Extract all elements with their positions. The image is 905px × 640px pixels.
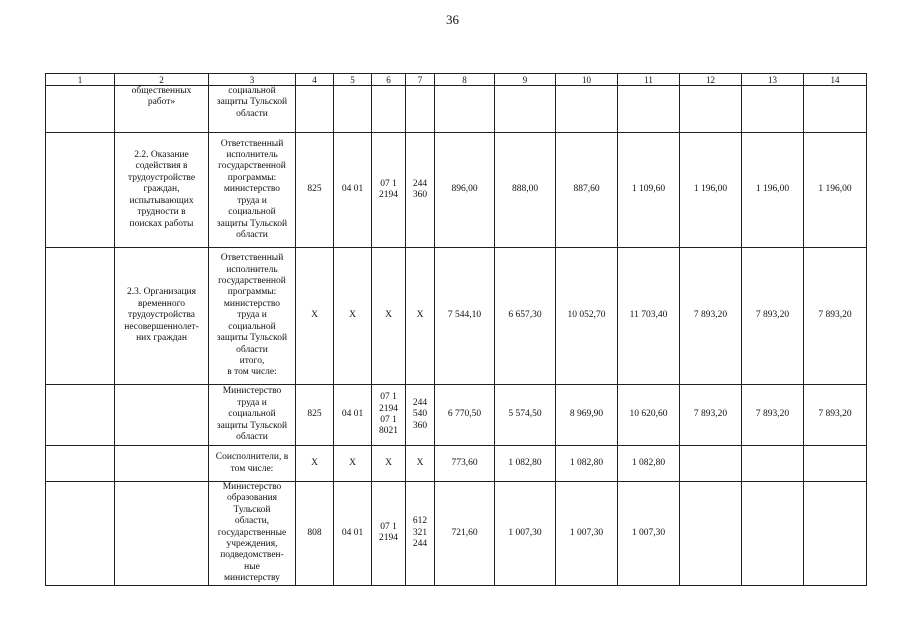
table-cell: X — [372, 248, 406, 385]
table-cell — [495, 86, 556, 133]
column-header: 1 — [46, 74, 115, 86]
column-header: 5 — [334, 74, 372, 86]
table-cell: 07 1 2194 — [372, 133, 406, 248]
table-cell: X — [296, 248, 334, 385]
table-cell: 6 770,50 — [435, 385, 495, 446]
table-cell — [334, 86, 372, 133]
table-cell: 1 109,60 — [618, 133, 680, 248]
table-cell: 612 321 244 — [406, 482, 435, 586]
table-cell: X — [406, 248, 435, 385]
table-cell: Ответственный исполнитель государственной программы: министерство труда и социальной защиты Тульской области — [209, 133, 296, 248]
table-row — [46, 86, 867, 133]
table-cell: 7 893,20 — [804, 385, 867, 446]
table-cell: 07 1 2194 07 1 8021 — [372, 385, 406, 446]
table-cell: 1 196,00 — [804, 133, 867, 248]
table-cell: 1 196,00 — [742, 133, 804, 248]
table-cell — [742, 86, 804, 133]
table-cell: 10 052,70 — [556, 248, 618, 385]
table-cell — [115, 446, 209, 482]
table-cell: 8 969,90 — [556, 385, 618, 446]
table-cell: 244 360 — [406, 133, 435, 248]
table-cell — [804, 86, 867, 133]
table-cell: X — [372, 446, 406, 482]
table-cell: Соисполнители, в том числе: — [209, 446, 296, 482]
table-cell — [46, 86, 115, 133]
table-cell: X — [296, 446, 334, 482]
column-header: 3 — [209, 74, 296, 86]
table-cell: 7 893,20 — [742, 248, 804, 385]
table-cell — [406, 86, 435, 133]
table-cell: Ответственный исполнитель государственной программы: министерство труда и социальной защиты Тульской области итого, в том числе: — [209, 248, 296, 385]
table-row — [46, 385, 867, 446]
table-cell: 1 082,80 — [495, 446, 556, 482]
table-cell — [46, 446, 115, 482]
table-row — [46, 446, 867, 482]
table-cell — [680, 86, 742, 133]
column-header: 9 — [495, 74, 556, 86]
table-cell: 5 574,50 — [495, 385, 556, 446]
table-cell: 04 01 — [334, 385, 372, 446]
table-cell: 04 01 — [334, 133, 372, 248]
table-row — [46, 482, 867, 586]
table-cell: 888,00 — [495, 133, 556, 248]
budget-table — [45, 73, 867, 586]
table-cell: 1 007,30 — [618, 482, 680, 586]
table-cell: 2.3. Организация временного трудоустройства несовершеннолет- них граждан — [115, 248, 209, 385]
table-cell: 887,60 — [556, 133, 618, 248]
table-cell: 04 01 — [334, 482, 372, 586]
table-cell: 11 703,40 — [618, 248, 680, 385]
table-cell: 1 007,30 — [556, 482, 618, 586]
table-cell: 1 082,80 — [556, 446, 618, 482]
table-cell: 1 082,80 — [618, 446, 680, 482]
table-cell — [742, 482, 804, 586]
table-cell — [296, 86, 334, 133]
column-header: 13 — [742, 74, 804, 86]
table-cell: X — [334, 248, 372, 385]
table-cell — [742, 446, 804, 482]
table-cell: Министерство труда и социальной защиты Тульской области — [209, 385, 296, 446]
column-header: 8 — [435, 74, 495, 86]
table-cell: 7 893,20 — [804, 248, 867, 385]
table-cell: 6 657,30 — [495, 248, 556, 385]
table-cell — [46, 133, 115, 248]
table-cell: 7 893,20 — [742, 385, 804, 446]
table-cell: 7 544,10 — [435, 248, 495, 385]
column-header: 7 — [406, 74, 435, 86]
table-cell: Министерство образования Тульской области, государственные учреждения, подведомствен- ные министерству — [209, 482, 296, 586]
table-cell: 244 540 360 — [406, 385, 435, 446]
column-header: 12 — [680, 74, 742, 86]
table-cell: X — [334, 446, 372, 482]
column-header: 10 — [556, 74, 618, 86]
table-row — [46, 133, 867, 248]
table-cell — [556, 86, 618, 133]
column-header: 11 — [618, 74, 680, 86]
table-cell: X — [406, 446, 435, 482]
table-cell — [372, 86, 406, 133]
table-cell: 1 007,30 — [495, 482, 556, 586]
table-cell — [46, 482, 115, 586]
table-cell: 7 893,20 — [680, 248, 742, 385]
table-cell — [680, 446, 742, 482]
table-cell: 2.2. Оказание содействия в трудоустройстве граждан, испытывающих трудности в поисках работы — [115, 133, 209, 248]
table-cell — [618, 86, 680, 133]
column-header: 2 — [115, 74, 209, 86]
column-header: 6 — [372, 74, 406, 86]
table-cell — [804, 482, 867, 586]
table-cell: общественных работ» — [115, 86, 209, 133]
table-cell: социальной защиты Тульской области — [209, 86, 296, 133]
table-cell — [435, 86, 495, 133]
table-cell — [115, 482, 209, 586]
table-cell — [804, 446, 867, 482]
table-cell: 896,00 — [435, 133, 495, 248]
table-cell: 721,60 — [435, 482, 495, 586]
column-header: 14 — [804, 74, 867, 86]
header-row — [46, 74, 867, 86]
table-cell — [46, 248, 115, 385]
table-cell: 825 — [296, 133, 334, 248]
table-cell — [46, 385, 115, 446]
page-number: 36 — [446, 12, 459, 27]
table-cell: 825 — [296, 385, 334, 446]
table-cell: 773,60 — [435, 446, 495, 482]
table-row — [46, 248, 867, 385]
table-cell: 808 — [296, 482, 334, 586]
table-cell: 7 893,20 — [680, 385, 742, 446]
table-cell — [680, 482, 742, 586]
table-cell: 07 1 2194 — [372, 482, 406, 586]
column-header: 4 — [296, 74, 334, 86]
table-cell: 10 620,60 — [618, 385, 680, 446]
table-cell: 1 196,00 — [680, 133, 742, 248]
table-cell — [115, 385, 209, 446]
